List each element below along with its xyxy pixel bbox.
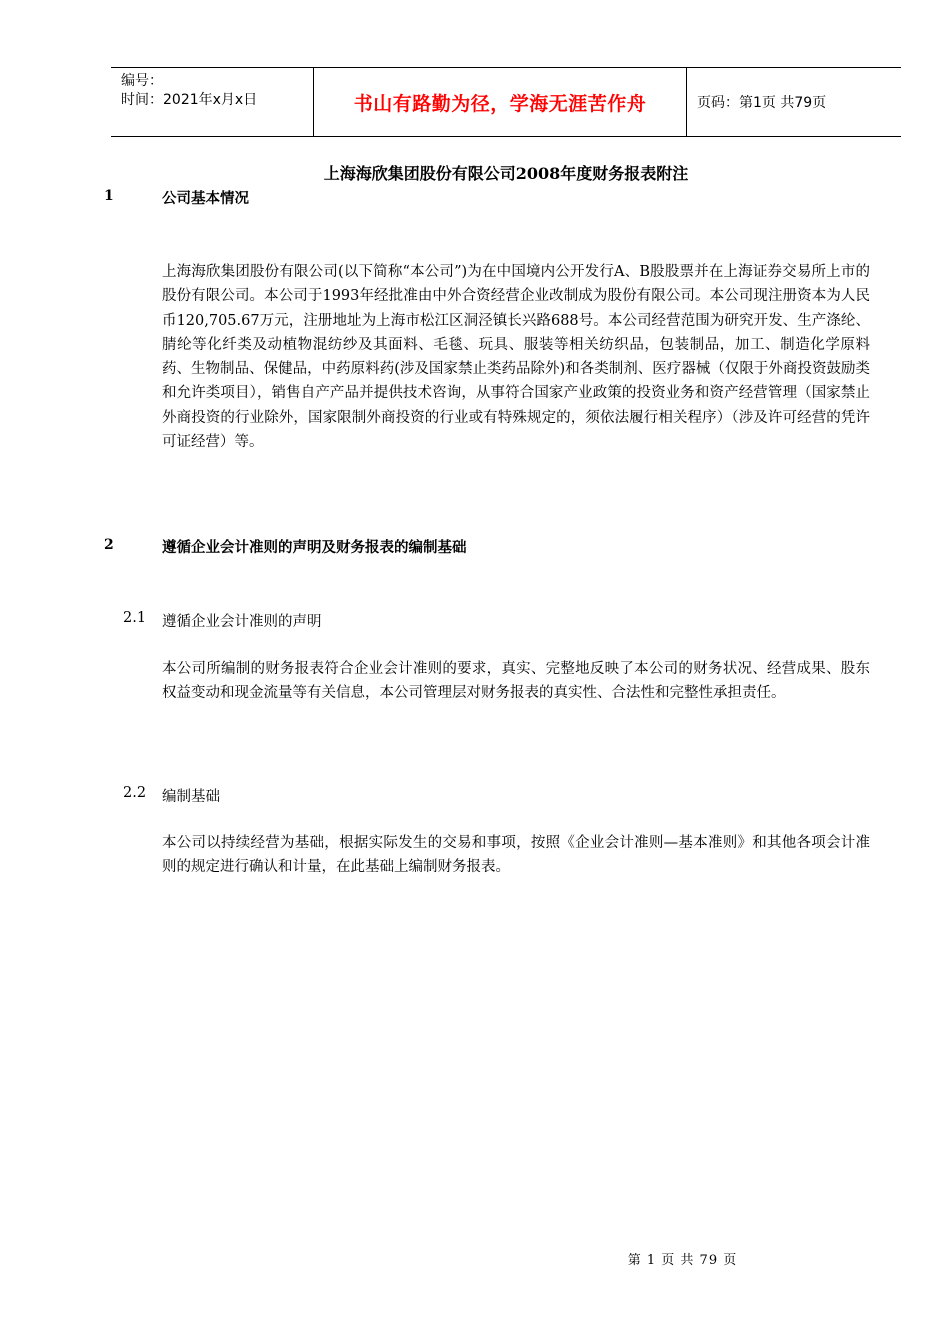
section-1-title: 公司基本情况: [162, 190, 249, 207]
section-2-title: 遵循企业会计准则的声明及财务报表的编制基础: [162, 539, 467, 556]
subsection-2-2-paragraph: 本公司以持续经营为基础，根据实际发生的交易和事项，按照《企业会计准则—基本准则》和其他各项会计准则的规定进行确认和计量，在此基础上编制财务报表。: [162, 835, 870, 876]
subsection-2-2-number: 2.2: [123, 785, 147, 801]
page-footer: 第 1 页 共 79 页: [627, 1253, 738, 1268]
header-meta: [111, 68, 313, 136]
section-1-paragraph: 上海海欣集团股份有限公司(以下简称“本公司”)为在中国境内公开发行A、B股股票并在上海证券交易所上市的股份有限公司。本公司于1993年经批准由中外合资经营企业改制成为股份有限公司。本公司现注册资本为人民币120,705.67万元，注册地址为上海市松江区洞泾镇长兴路688号。本公司经营范围为研究开发、生产涤纶、腈纶等化纤类及动植物混纺纱及其面料、毛毯、玩具、服装等相关纺织品，包装制品，加工、制造化学原料药、生物制品、保健品，中药原料药(涉及国家禁止类药品除外)和各类制剂、医疗器械（仅限于外商投资鼓励类和允许类项目），销售自产产品并提供技术咨询，从事符合国家产业政策的投资业务和资产经营管理（国家禁止外商投资的行业除外，国家限制外商投资的行业或有特殊规定的，须依法履行相关程序）（涉及许可经营的凭许可证经营）等。: [162, 264, 870, 451]
section-1-number: 1: [104, 188, 114, 204]
header-number-label: 编号：: [121, 73, 163, 89]
subsection-2-1-title: 遵循企业会计准则的声明: [162, 614, 322, 630]
page-header: [111, 67, 901, 137]
subsection-2-1-paragraph: 本公司所编制的财务报表符合企业会计准则的要求，真实、完整地反映了本公司的财务状况、经营成果、股东权益变动和现金流量等有关信息，本公司管理层对财务报表的真实性、合法性和完整性承担责任。: [162, 661, 870, 702]
header-page-info: 页码：第1页 共79页: [697, 95, 827, 111]
document-title: 上海海欣集团股份有限公司2008年度财务报表附注: [323, 164, 689, 183]
header-motto-cell: [313, 68, 687, 136]
subsection-2-1-number: 2.1: [123, 610, 147, 626]
section-2-number: 2: [104, 537, 114, 553]
header-motto: 书山有路勤为径，学海无涯苦作舟: [353, 92, 647, 115]
header-time-label: 时间：2021年x月x日: [121, 92, 258, 108]
subsection-2-2-title: 编制基础: [162, 789, 220, 805]
